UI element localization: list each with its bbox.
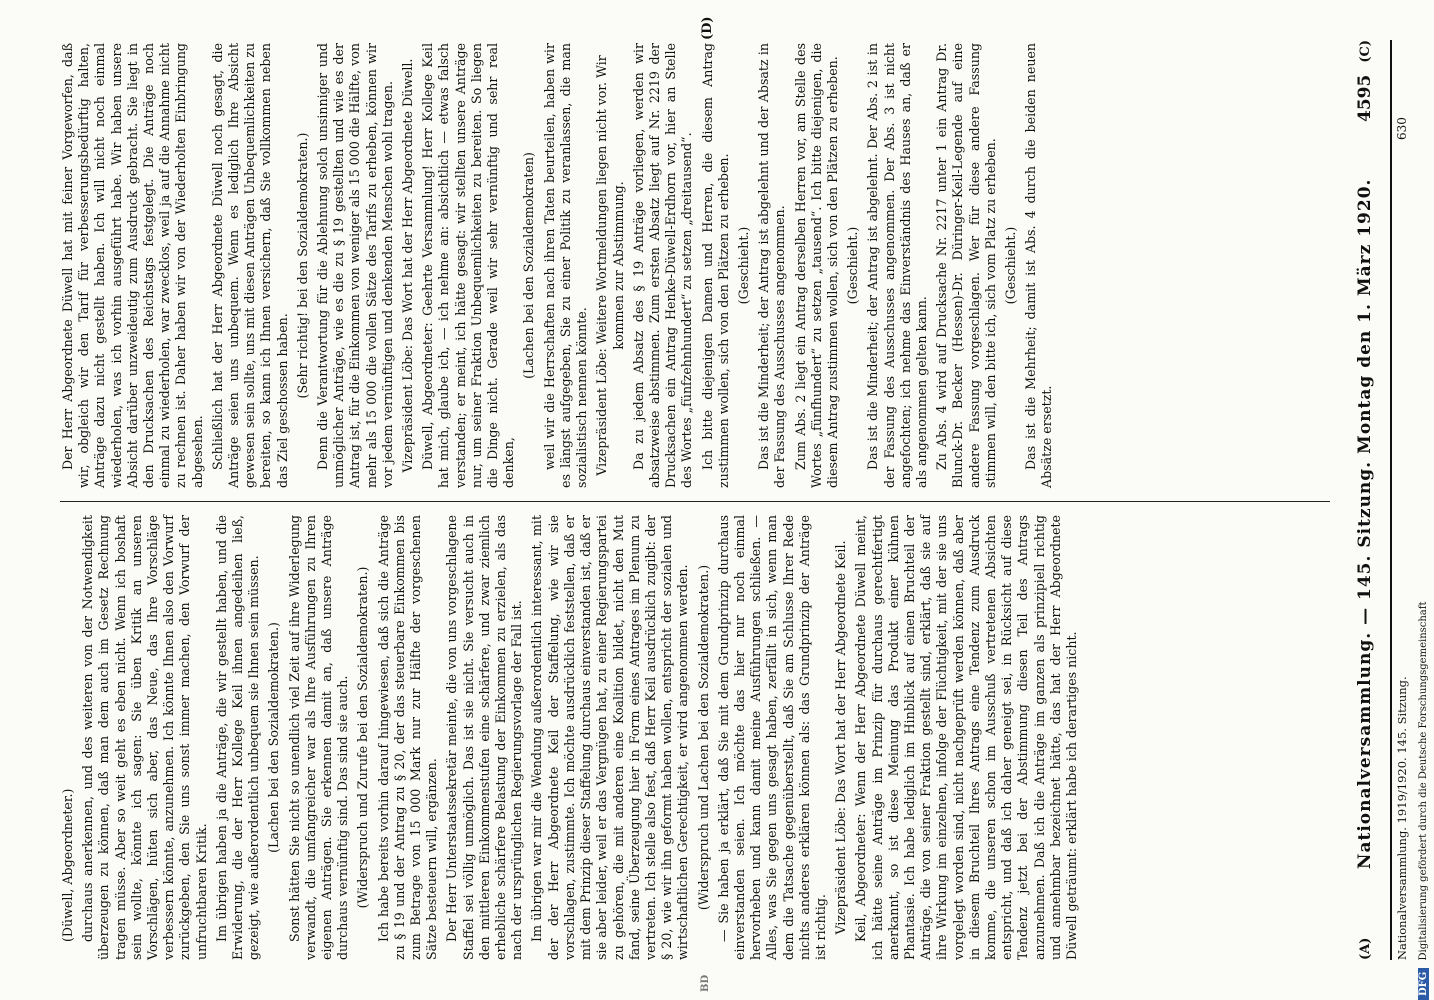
paragraph: Sonst hätten Sie nicht so unendlich viel Zeit auf ihre Widerlegung verwandt, die umfangreicher war als Ihre Ausführungen zu Ihren eigenen Anträgen. Sie erkennen damit an, daß unsere Anträge durchaus vernünftig sind. Das sind sie auch. xyxy=(286,515,351,960)
paragraph: Das ist die Minderheit; der Antrag ist abgelehnt und der Absatz in der Fassung des Ausschusses angenommen. xyxy=(756,43,788,488)
digitization-text: Digitalisierung gefördert durch die Deutsche Forschungsgemeinschaft xyxy=(1418,601,1429,961)
text-column-left xyxy=(60,515,1330,960)
interjection-note: (Lachen bei den Sozialdemokraten.) xyxy=(266,622,282,853)
interjection-note: (Lachen bei den Sozialdemokraten) xyxy=(521,152,537,379)
interjection-note: (Geschieht.) xyxy=(735,226,751,305)
paragraph: — Sie haben ja erklärt, daß Sie mit dem Grundprinzip durchaus einverstanden seien. Ich möchte das hier nur noch einmal hervorheben und kann damit meine Ausführungen schließen. — Alles, was Sie gegen uns gesagt haben, zerfällt in sich, wenn man dem die Tatsache gegenüberstellt, daß Sie am Schlusse Ihrer Rede nichts anderes erklären können als: das Grundprinzip der Anträge ist richtig. xyxy=(715,515,828,960)
paragraph: Der Herr Unterstaatssekretär meinte, die von uns vorgeschlagene Staffel sei völlig unmöglich. Das ist sie nicht. Sie versucht auch in den mittleren Einkommenstufen eine schärfere, und zwar ziemlich erhebliche schärfere Belastung der Einkommen zu erzielen, als das nach der ursprünglichen Regierungsvorlage der Fall ist. xyxy=(444,515,525,960)
paragraph: Im übrigen war mir die Wendung außerordentlich interessant, mit der der Herr Abgeordnete Keil der Staffelung, wie wir sie vorschlagen, zustimmte. Ich möchte ausdrücklich feststellen, daß er mit dem Prinzip dieser Staffelung durchaus einverstanden ist, daß er sie aber leider, weil er das Vergnügen hat, zu einer Regierungspartei zu gehören, die mit anderen eine Koalition bildet, nicht den Mut fand, seine Überzeugung hier in Form eines Antrages im Plenum zu vertreten. Ich stelle also fest, daß Herr Keil ausdrücklich zugibt: der § 20, wie wir ihn geformt haben wollen, entspricht der sozialen und wirtschaftlichen Gerechtigkeit, er wird angenommen werden. xyxy=(529,515,691,960)
interjection-note: (Widerspruch und Lachen bei den Sozialdemokraten.) xyxy=(695,564,711,911)
margin-mark-bd: BD xyxy=(700,974,711,992)
text-column-right xyxy=(60,43,1330,488)
paragraph: Im übrigen haben ja die Anträge, die wir gestellt haben, und die Erwiderung, die der Herr Kollege Keil ihnen angedeihen ließ, gezeigt, wie außerordentlich unbequem sie Ihnen sein müssen. xyxy=(213,515,262,960)
margin-mark-a: (A) xyxy=(1357,937,1373,960)
speaker-announcement: Vizepräsident Löbe: Das Wort hat der Herr Abgeordnete Keil. xyxy=(833,540,849,935)
page-header xyxy=(1340,40,1392,960)
paragraph: Zum Abs. 2 liegt ein Antrag derselben Herren vor, am Stelle des Wortes „fünfhundert“ zu setzen „tausend“. Ich bitte diejenigen, die diesem Antrag zustimmen wollen, sich von den Plätzen zu erheben. xyxy=(792,43,840,488)
paragraph: Ich habe bereits vorhin darauf hingewiesen, daß sich die Anträge zu § 19 und der Antrag zu § 20, der das steuerbare Einkommen bis zum Betrage von 15 000 Mark nur zur Hälfte der vorgeschenen Sätze besteuern will, ergänzen. xyxy=(375,515,440,960)
paragraph: Das ist die Mehrheit; damit ist Abs. 4 durch die beiden neuen Absätze ersetzt. xyxy=(1023,43,1055,488)
speaker-announcement: Vizepräsident Löbe: Weitere Wortmeldungen liegen nicht vor. Wir kommen zur Abstimmung. xyxy=(594,55,626,476)
paragraph: Keil, Abgeordneter: Wenn der Herr Abgeordnete Düwell meint, ich hätte seine Anträge im Prinzip für durchaus gerechtfertigt anerkannt, so ist diese Meinung das Produkt einer kühnen Phantasie. Ich habe lediglich im Hinblick auf einen Bruchteil der Anträge, die von seiner Fraktion gestellt sind, erklärt, daß sie auf ihre Wirkung im einzelnen, infolge der Flüchtigkeit, mit der sie uns vorgelegt worden sind, nicht nachgeprüft werden können, daß aber in diesem Bruchteil Ihres Antrags eine Tendenz zum Ausdruck komme, die unseren schon im Ausschuß vertretenen Absichten entspricht, und daß ich daher geneigt sei, in Rücksicht auf diese Tendenz jetzt bei der Abstimmung diesen Teil des Antrags anzunehmen. Daß ich die Anträge im ganzen als prinzipiell richtig und annehmbar bezeichnet hätte, das hat der Herr Abgeordnete Düwell geträumt: erklärt habe ich derartiges nicht. xyxy=(853,515,1079,960)
paragraph: Ich bitte diejenigen Damen und Herren, die diesem Antrag zustimmen wollen, sich von den Plätzen zu erheben. xyxy=(699,43,731,488)
interjection-note: (Geschieht.) xyxy=(1002,226,1018,305)
paragraph: Zu Abs. 4 wird auf Drucksache Nr. 2217 unter 1 ein Antrag Dr. Blunck-Dr. Becker (Hessen)-Dr. Düringer-Keil-Legende auf eine andere Fassung vorgeschlagen. Wer für diese andere Fassung stimmen will, den bitte ich, sich vom Platz zu erheben. xyxy=(934,43,998,488)
page-number: 4595 xyxy=(1355,74,1375,122)
paragraph: Düwell, Abgeordneter: Geehrte Versammlung! Herr Kollege Keil hat mich, glaube ich, — ich nehme an: absichtlich — etwas falsch verstanden; er meint, ich hätte gesagt: wir stellten unsere Anträge nur, um seiner Fraktion Unbequemlichkeiten zu bereiten. So liegen die Dinge nicht. Gerade weil wir sehr vernünftig und sehr real denken, xyxy=(420,43,517,488)
dfg-logo: DFG xyxy=(1418,968,1429,1000)
paragraph: Schließlich hat der Herr Abgeordnete Düwell noch gesagt, die Anträge seien uns unbequem. Wenn es lediglich Ihre Absicht gewesen sein sollte, uns mit diesen Anträgen Unbequemlichkeiten zu bereiten, so kann ich Ihnen versichern, daß Sie vollkommen neben das Ziel geschossen haben. xyxy=(209,43,290,488)
speaker-announcement: Vizepräsident Löbe: Das Wort hat der Herr Abgeordnete Düwell. xyxy=(400,58,416,473)
paragraph: Der Herr Abgeordnete Düwell hat mit feiner Vorgeworfen, daß wir, obgleich wir den Tarif für verbesserungsbedürftig halten, Anträge dazu nicht gestellt haben. Ich will nicht noch einmal wiederholen, was ich vorhin ausgeführt habe. Wir haben unsere Absicht darüber unzweideutig zum Ausdruck gebracht. Sie liegt in den Drucksachen des Reichstags festgelegt. Die Anträge noch einmal zu wiederholen, war zwecklos, weil ja auf die Annahme nicht zu rechnen ist. Daher haben wir von der Wiederholten Einbringung abgesehen. xyxy=(60,43,205,488)
margin-mark-c: (C) xyxy=(1357,40,1373,63)
digitization-credit xyxy=(1418,0,1434,1000)
interjection-note: (Widerspruch und Zurufe bei den Sozialdemokraten.) xyxy=(355,566,371,909)
paragraph: Da zu jedem Absatz des § 19 Anträge vorliegen, werden wir absatzweise abstimmen. Zum ersten Absatz liegt auf Nr. 2219 der Drucksachen ein Antrag Henke-Düwell-Erdhorn vor, hier an Stelle des Wortes „fünfzehnhundert“ zu setzen „dreitausend“. xyxy=(630,43,695,488)
paragraph: (Düwell, Abgeordneter.) xyxy=(60,788,75,942)
paragraph: weil wir die Herrschaften nach ihren Taten beurteilen, haben wir es längst aufgegeben, Sie zu einer Politik zu veranlassen, die man sozialistisch nennen könnte. xyxy=(541,43,590,488)
bottom-page-number: 630 xyxy=(1395,117,1409,140)
paragraph: durchaus anerkennen, und des weiteren von der Notwendigkeit überzeugen zu können, daß man dem auch im Gesetz Rechnung tragen müsse. Aber so weit geht es eben nicht. Wenn ich boshaft sein wollte, könnte ich sagen: Sie üben Kritik an unseren Vorschlägen, hüten sich aber, das Neue, das Ihre Vorschläge verbessern könnte, anzunehmen. Ich könnte Ihnen also den Vorwurf zurückgeben, den Sie uns sonst immer machen, den Vorwurf der unfruchtbaren Kritik. xyxy=(80,515,209,960)
interjection-note: (Geschieht.) xyxy=(845,226,861,305)
paragraph: Das ist die Minderheit; der Antrag ist abgelehnt. Der Abs. 2 ist in der Fassung des Ausschusses angenommen. Der Abs. 3 ist nicht angefochten; ich nehme das Einverständnis des Hauses an, daß er als angenommen gelten kann. xyxy=(865,43,929,488)
paragraph: Denn die Verantwortung für die Ablehnung solch unsinniger und unmöglicher Anträge, wie es die zu § 19 gestellten und wie es der Antrag ist, für die Einkommen von weniger als 15 000 die Hälfte, von mehr als 15 000 die vollen Sätze des Tarifs zu erheben, können wir vor jedem vernünftigen und denkenden Menschen wohl tragen. xyxy=(315,43,395,488)
citation-footer: Nationalversammlung. 1919/1920. 145. Sitzung. xyxy=(1395,676,1409,960)
page-title: Nationalversammlung. — 145. Sitzung. Montag den 1. März 1920. xyxy=(1355,178,1375,870)
margin-mark-d: (D) xyxy=(700,16,715,40)
column-divider xyxy=(60,501,1330,502)
interjection-note: (Sehr richtig! bei den Sozialdemokraten.) xyxy=(294,132,310,399)
